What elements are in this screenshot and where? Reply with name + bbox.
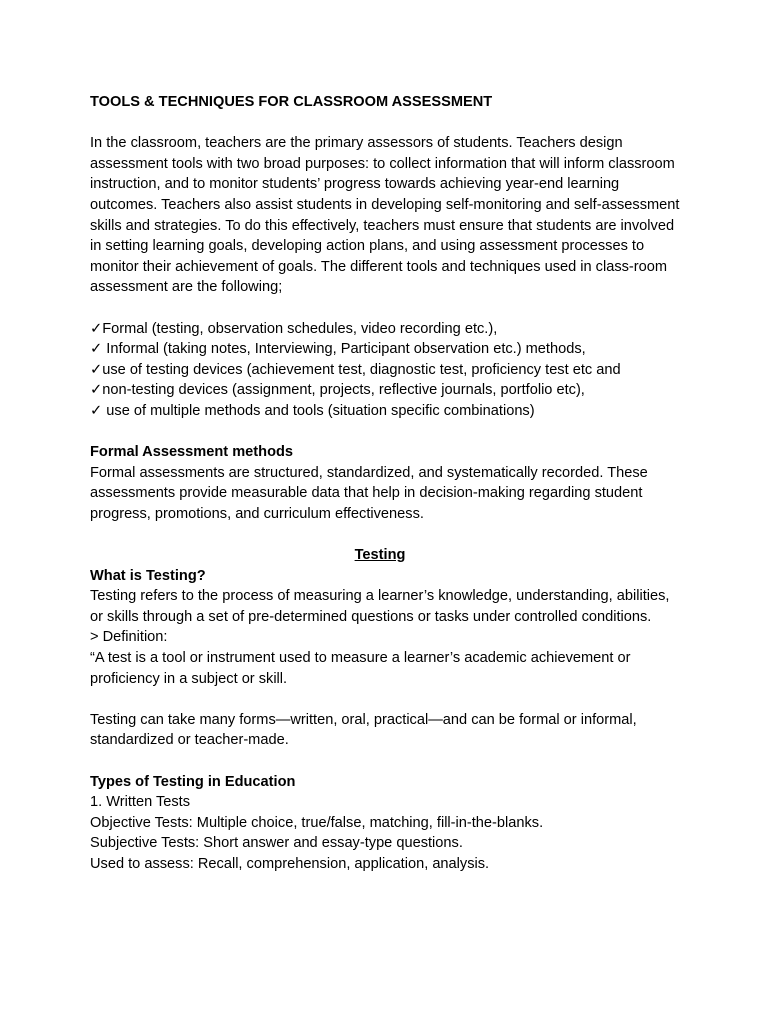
spacer: [90, 751, 680, 772]
types-of-testing-heading: Types of Testing in Education: [90, 773, 296, 790]
checklist-item: [90, 339, 680, 360]
spacer: [90, 524, 680, 545]
spacer: [90, 422, 680, 443]
definition-paragraph: “A test is a tool or instrument used to measure a learner’s academic achievement or proficiency in a subject or skill.: [90, 650, 631, 687]
checklist-item: [90, 319, 680, 340]
checklist-item: [90, 380, 680, 401]
checklist-item-text: Informal (taking notes, Interviewing, Participant observation etc.) methods,: [102, 341, 586, 358]
formal-assessment-heading: Formal Assessment methods: [90, 444, 294, 461]
spacer: [90, 689, 680, 710]
spacer: [90, 113, 680, 134]
objective-tests-line: Objective Tests: Multiple choice, true/false, matching, fill-in-the-blanks.: [90, 814, 544, 831]
definition-label: > Definition:: [90, 629, 168, 646]
what-is-testing-heading: What is Testing?: [90, 567, 206, 584]
checklist-item: [90, 401, 680, 422]
document-title: TOOLS & TECHNIQUES FOR CLASSROOM ASSESSMENT: [90, 94, 493, 110]
spacer: [90, 298, 680, 319]
technique-checklist: [90, 319, 680, 422]
testing-paragraph: Testing refers to the process of measuring a learner’s knowledge, understanding, abilities, or skills through a set of pre-determined questions or tasks under controlled conditions.: [90, 588, 670, 625]
used-to-assess-line: Used to assess: Recall, comprehension, application, analysis.: [90, 855, 490, 872]
checkmark-icon: ✓: [90, 401, 103, 419]
checkmark-icon: ✓: [90, 340, 103, 358]
document-body: [90, 92, 680, 875]
checklist-item-text: non-testing devices (assignment, projects, reflective journals, portfolio etc),: [102, 382, 585, 399]
testing-heading: Testing: [354, 547, 406, 564]
checkmark-icon: ✓: [90, 319, 103, 337]
checklist-item-text: Formal (testing, observation schedules, video recording etc.),: [102, 320, 498, 337]
checklist-item-text: use of multiple methods and tools (situation specific combinations): [102, 402, 535, 419]
formal-assessment-paragraph: Formal assessments are structured, standardized, and systematically recorded. These assessments provide measurable data that help in decision-making regarding student progress, promotions, and curriculum effectiveness.: [90, 464, 648, 522]
written-tests-item: 1. Written Tests: [90, 794, 191, 811]
checklist-item: [90, 360, 680, 381]
subjective-tests-line: Subjective Tests: Short answer and essay-type questions.: [90, 835, 463, 852]
checkmark-icon: ✓: [90, 381, 103, 399]
checklist-item-text: use of testing devices (achievement test, diagnostic test, proficiency test etc and: [102, 361, 621, 378]
intro-paragraph: In the classroom, teachers are the primary assessors of students. Teachers design assessment tools with two broad purposes: to collect information that will inform classroom instruction, and to monitor students’ progress towards achieving year-end learning outcomes. Teachers also assist students in developing self-monitoring and self-assessment skills and strategies. To do this effectively, teachers must ensure that students are involved in setting learning goals, developing action plans, and using assessment processes to monitor their achievement of goals. The different tools and techniques used in class-room assessment are the following;: [90, 135, 680, 296]
testing-forms-paragraph: Testing can take many forms—written, oral, practical—and can be formal or informal, standardized or teacher-made.: [90, 711, 637, 749]
checkmark-icon: ✓: [90, 360, 103, 378]
